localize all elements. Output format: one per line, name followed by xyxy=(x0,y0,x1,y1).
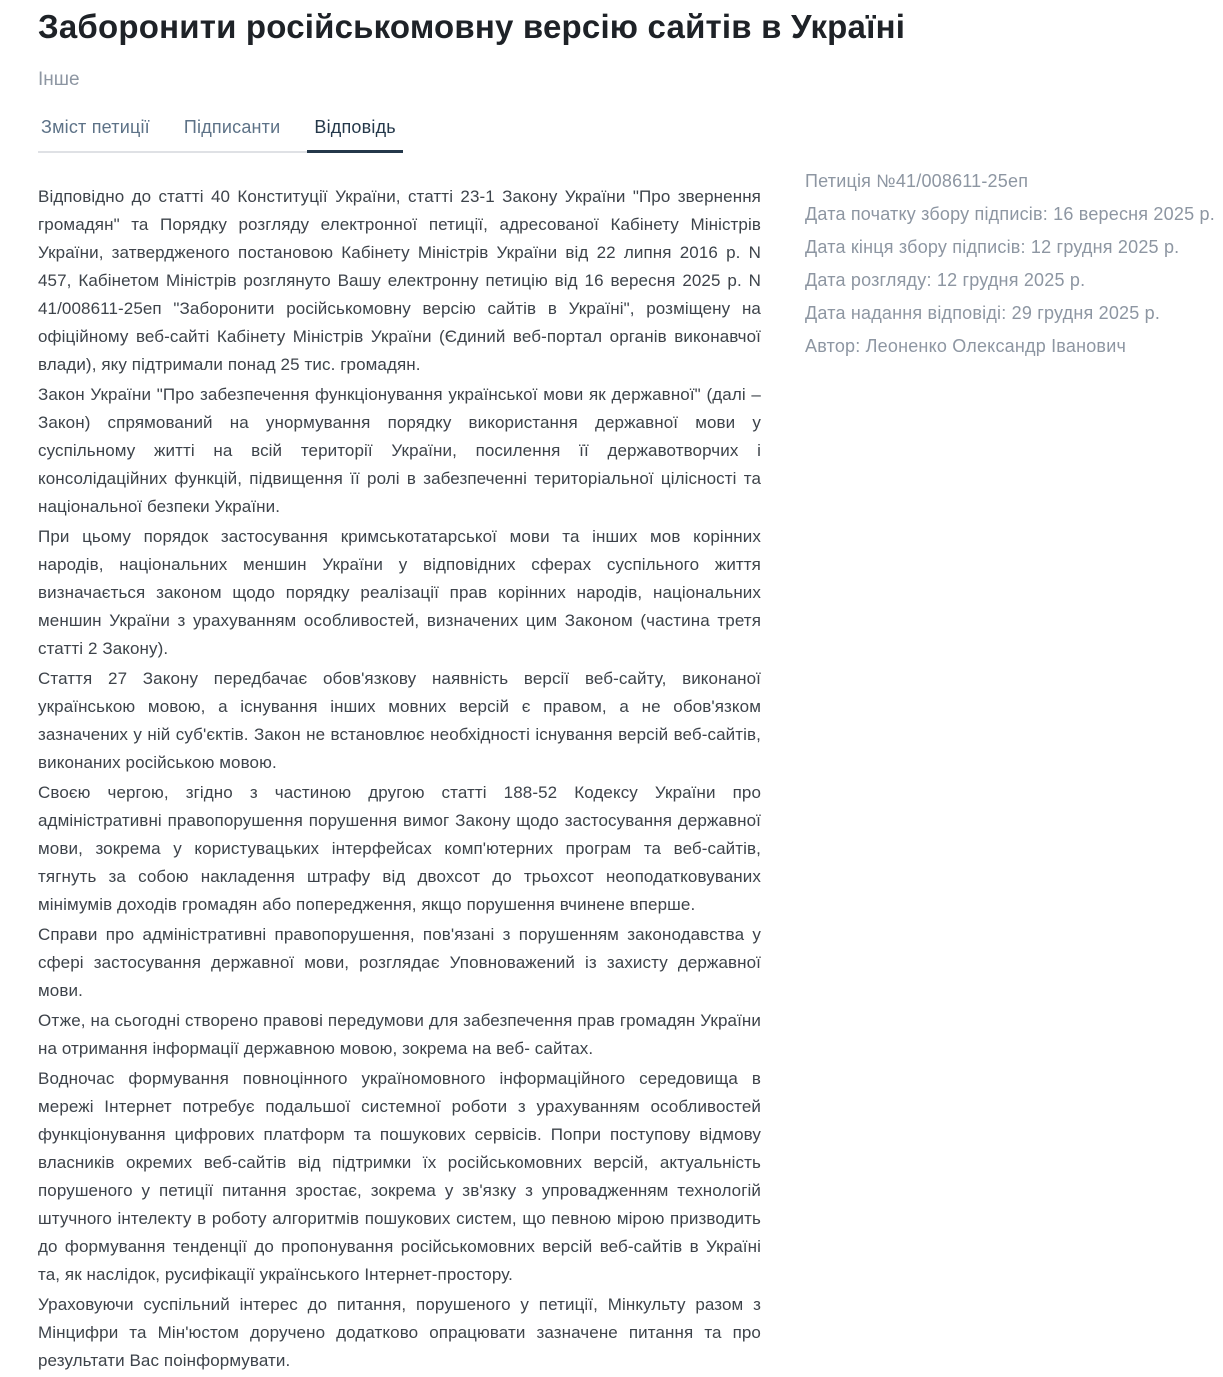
response-paragraph: Водночас формування повноцінного україномовного інформаційного середовища в мережі Інтернет потребує подальшої системної роботи з урахуванням особливостей функціонування цифрових платформ та пошукових сервісів. Попри поступову відмову власників окремих веб-сайтів від підтримки їх російськомовних версій, актуальність порушеного у петиції питання зростає, зокрема у зв'язку з упровадженням технологій штучного інтелекту в роботу алгоритмів пошукових систем, що певною мірою призводить до формування тенденції до пропонування російськомовних версій веб-сайтів в Україні та, як наслідок, русифікації українського Інтернет-простору. xyxy=(38,1069,761,1285)
response-paragraph: При цьому порядок застосування кримськотатарської мови та інших мов корінних народів, національних меншин України у відповідних сферах суспільного життя визначається законом щодо порядку реалізації прав корінних народів, національних меншин України з урахуванням особливостей, визначених цим Законом (частина третя статті 2 Закону). xyxy=(38,527,761,659)
signature-end-date: Дата кінця збору підписів: 12 грудня 2025 р. xyxy=(805,237,1180,258)
response-paragraph: Закон України "Про забезпечення функціонування української мови як державної" (далі – Закон) спрямований на унормування порядку використання державної мови у суспільному житті на всій території України, посилення її державотворчих і консолідаційних функцій, підвищення її ролі в забезпеченні територіальної цілісності та національної безпеки України. xyxy=(38,385,761,517)
tab-response[interactable]: Відповідь xyxy=(311,117,399,151)
tab-bar xyxy=(38,117,399,153)
petition-category: Інше xyxy=(38,69,80,91)
content-area xyxy=(38,153,1215,1377)
response-date: Дата надання відповіді: 29 грудня 2025 р. xyxy=(805,303,1161,324)
petition-number: Петиція №41/008611-25еп xyxy=(805,171,1029,192)
response-paragraph: Стаття 27 Закону передбачає обов'язкову наявність версії веб-сайту, виконаної українською мовою, а існування інших мовних версій є правом, а не обов'язком зазначених у ній суб'єктів. Закон не встановлює необхідності існування версій веб-сайтів, виконаних російською мовою. xyxy=(38,669,761,773)
response-paragraph: Справи про адміністративні правопорушення, пов'язані з порушенням законодавства у сфері застосування державної мови, розглядає Уповноважений із захисту державної мови. xyxy=(38,925,761,1001)
petition-sidebar xyxy=(805,153,1215,363)
review-date: Дата розгляду: 12 грудня 2025 р. xyxy=(805,270,1086,291)
response-text xyxy=(38,153,761,1377)
signature-start-date: Дата початку збору підписів: 16 вересня 2025 р. xyxy=(805,204,1215,225)
response-paragraph: Отже, на сьогодні створено правові передумови для забезпечення прав громадян України на отримання інформації державною мовою, зокрема на веб- сайтах. xyxy=(38,1011,761,1059)
petition-author: Автор: Леоненко Олександр Іванович xyxy=(805,336,1127,357)
tab-signatories[interactable]: Підписанти xyxy=(181,117,284,151)
response-paragraph: Ураховуючи суспільний інтерес до питання, порушеного у петиції, Мінкульту разом з Мінцифри та Мін'юстом доручено додатково опрацювати зазначене питання та про результати Вас поінформувати. xyxy=(38,1295,761,1371)
response-paragraph: Відповідно до статті 40 Конституції України, статті 23-1 Закону України "Про звернення громадян" та Порядку розгляду електронної петиції, адресованої Кабінету Міністрів України, затвердженого постановою Кабінету Міністрів України від 22 липня 2016 р. N 457, Кабінетом Міністрів розглянуто Вашу електронну петицію від 16 вересня 2025 р. N 41/008611-25еп "Заборонити російськомовну версію сайтів в Україні", розміщену на офіційному веб-сайті Кабінету Міністрів України (Єдиний веб-портал органів виконавчої влади), яку підтримали понад 25 тис. громадян. xyxy=(38,187,761,375)
tab-petition-content[interactable]: Зміст петиції xyxy=(38,117,153,151)
response-paragraph: Своєю чергою, згідно з частиною другою статті 188-52 Кодексу України про адміністративні правопорушення порушення вимог Закону щодо застосування державної мови, зокрема у користувацьких інтерфейсах комп'ютерних програм та веб-сайтів, тягнуть за собою накладення штрафу від двохсот до трьохсот неоподатковуваних мінімумів доходів громадян або попередження, якщо порушення вчинене вперше. xyxy=(38,783,761,915)
page-title: Заборонити російськомовну версію сайтів в Україні xyxy=(38,8,906,45)
